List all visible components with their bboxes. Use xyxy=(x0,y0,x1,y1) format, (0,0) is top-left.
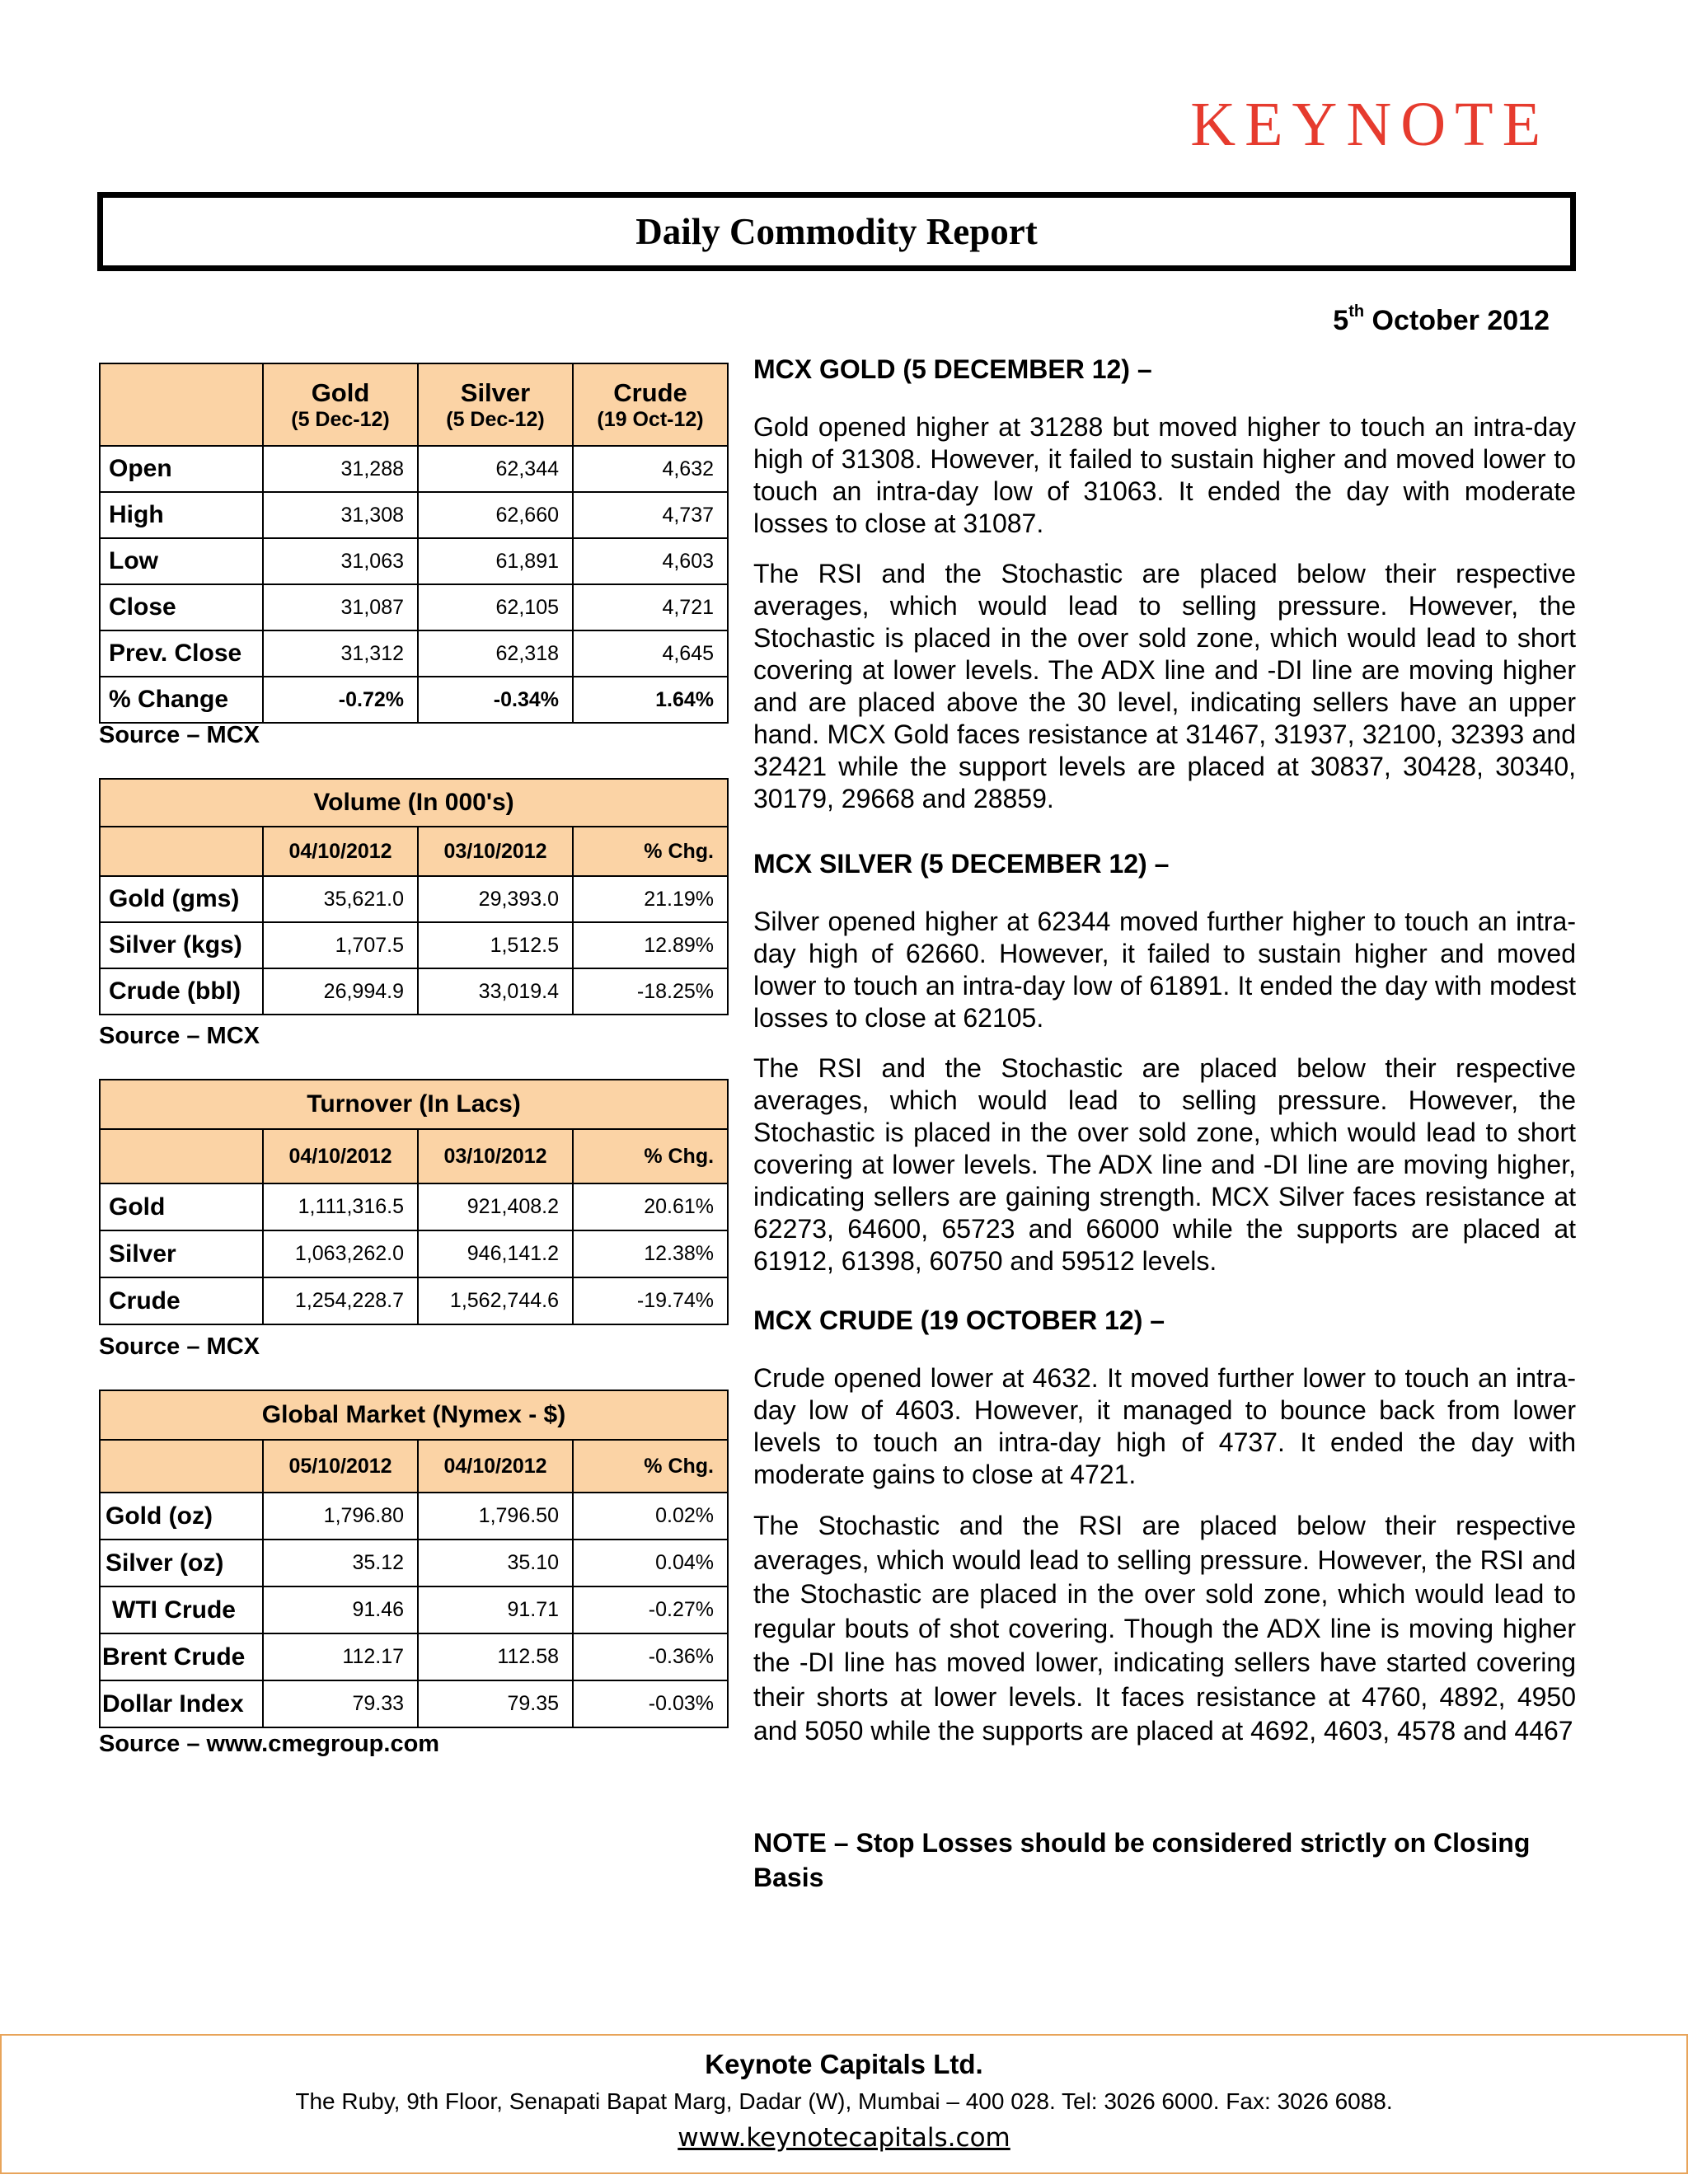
cell-value: 112.58 xyxy=(418,1633,573,1680)
column-header: 05/10/2012 xyxy=(263,1440,418,1493)
footer-company: Keynote Capitals Ltd. xyxy=(705,2049,983,2079)
table-row xyxy=(100,1586,728,1633)
cell-value: 1,796.50 xyxy=(418,1493,573,1540)
cell-value: -19.74% xyxy=(573,1277,728,1324)
turnover-table-corner xyxy=(100,1129,263,1183)
column-header: 04/10/2012 xyxy=(263,827,418,876)
cell-value: 31,087 xyxy=(263,584,418,630)
row-label: Prev. Close xyxy=(100,630,263,677)
table-row xyxy=(100,1183,728,1230)
global-market-table-title: Global Market (Nymex - $) xyxy=(100,1390,728,1440)
footer-address: The Ruby, 9th Floor, Senapati Bapat Marg, Dadar (W), Mumbai – 400 028. Tel: 3026 6000. Fax: 3026 6088. xyxy=(295,2088,1393,2114)
turnover-table xyxy=(99,1079,729,1325)
stop-loss-note: NOTE – Stop Losses should be considered strictly on Closing Basis xyxy=(753,1828,1531,1892)
row-label: Silver xyxy=(100,1230,263,1277)
price-header-silver: Silver (5 Dec-12) xyxy=(418,363,573,446)
row-label: Close xyxy=(100,584,263,630)
table-row xyxy=(100,677,728,723)
silver-paragraph-1: Silver opened higher at 62344 moved further higher to touch an intra-day high of 62660. However, it failed to sustain higher and moved lower to touch an intra-day low of 61891. It ended the day with modest losses to close at 62105. xyxy=(753,907,1576,1033)
volume-table-corner xyxy=(100,827,263,876)
crude-paragraph-2: The Stochastic and the RSI are placed below their respective averages, which would lead to selling pressure. However, the RSI and the Stochastic are placed in the over sold zone, which would lead to regular bouts of shot covering. Though the ADX line is moving higher the -DI line has moved lower, indicating sellers have started covering their shorts at lower levels. It faces resistance at 4760, 4892, 4950 and 5050 while the supports are placed at 4692, 4603, 4578 and 4467 xyxy=(753,1511,1576,1746)
cell-value: 946,141.2 xyxy=(418,1230,573,1277)
column-header: 04/10/2012 xyxy=(418,1440,573,1493)
table-row xyxy=(100,1493,728,1540)
table-row xyxy=(100,446,728,492)
cell-value: -0.34% xyxy=(418,677,573,723)
table-row xyxy=(100,876,728,922)
cell-value: 112.17 xyxy=(263,1633,418,1680)
cell-value: 31,288 xyxy=(263,446,418,492)
cell-value: -18.25% xyxy=(573,968,728,1015)
table-row xyxy=(100,1540,728,1586)
cell-value: 62,318 xyxy=(418,630,573,677)
price-table-source: Source – MCX xyxy=(99,722,260,748)
row-label: Dollar Index xyxy=(100,1680,263,1727)
cell-value: 20.61% xyxy=(573,1183,728,1230)
row-label: Crude (bbl) xyxy=(100,968,263,1015)
cell-value: 35.12 xyxy=(263,1540,418,1586)
note-section xyxy=(753,1825,1576,1895)
cell-value: 91.46 xyxy=(263,1586,418,1633)
cell-value: 31,308 xyxy=(263,492,418,538)
report-title: Daily Commodity Report xyxy=(635,211,1038,252)
silver-paragraph-2: The RSI and the Stochastic are placed below their respective averages, which would lead to selling pressure. However, the Stochastic is placed in the over sold zone, which would lead to short covering at lower levels. The ADX line and -DI line are moving higher, indicating sellers are gaining strength. MCX Silver faces resistance at 62273, 64600, 65723 and 66000 while the supports are placed at 61912, 61398, 60750 and 59512 levels. xyxy=(753,1053,1576,1276)
volume-table-source: Source – MCX xyxy=(99,1023,260,1049)
cell-value: 1,512.5 xyxy=(418,922,573,968)
row-label: High xyxy=(100,492,263,538)
row-label: Low xyxy=(100,538,263,584)
global-market-source: Source – www.cmegroup.com xyxy=(99,1731,440,1757)
cell-value: 31,063 xyxy=(263,538,418,584)
cell-value: 1,254,228.7 xyxy=(263,1277,418,1324)
gold-heading: MCX GOLD (5 DECEMBER 12) – xyxy=(753,354,1152,384)
cell-value: 26,994.9 xyxy=(263,968,418,1015)
crude-paragraph-1: Crude opened lower at 4632. It moved further lower to touch an intra-day low of 4603. However, it managed to bounce back from lower levels to touch an intra-day high of 4737. It ended the day with moderate gains to close at 4721. xyxy=(753,1363,1576,1489)
cell-value: 0.04% xyxy=(573,1540,728,1586)
gold-paragraph-1: Gold opened higher at 31288 but moved higher to touch an intra-day high of 31308. However, it failed to sustain higher and moved lower to touch an intra-day low of 31063. It ended the day with moderate losses to close at 31087. xyxy=(753,412,1576,538)
row-label: Silver (kgs) xyxy=(100,922,263,968)
row-label: Gold (oz) xyxy=(100,1493,263,1540)
report-date: 5th October 2012 xyxy=(1333,302,1550,336)
row-label: Gold xyxy=(100,1183,263,1230)
turnover-table-source: Source – MCX xyxy=(99,1333,260,1360)
column-header: 03/10/2012 xyxy=(418,827,573,876)
silver-heading: MCX SILVER (5 DECEMBER 12) – xyxy=(753,849,1170,879)
gold-section xyxy=(753,354,1576,815)
crude-section xyxy=(753,1305,1576,1749)
column-header: 04/10/2012 xyxy=(263,1129,418,1183)
gold-paragraph-2: The RSI and the Stochastic are placed below their respective averages, which would lead to selling pressure. However, the Stochastic is placed in the over sold zone, which would lead to short covering at lower levels. The ADX line and -DI line are moving higher and are placed above the 30 level, indicating sellers have an upper hand. MCX Gold faces resistance at 31467, 31937, 32100, 32393 and 32421 while the support levels are placed at 30837, 30428, 30340, 30179, 29668 and 28859. xyxy=(753,559,1576,813)
cell-value: 62,344 xyxy=(418,446,573,492)
crude-heading: MCX CRUDE (19 OCTOBER 12) – xyxy=(753,1305,1165,1335)
report-title-box xyxy=(97,192,1576,271)
cell-value: 4,603 xyxy=(573,538,728,584)
footer-website-link[interactable]: www.keynotecapitals.com xyxy=(678,2123,1010,2153)
cell-value: 79.35 xyxy=(418,1680,573,1727)
price-header-crude: Crude (19 Oct-12) xyxy=(573,363,728,446)
volume-table-title: Volume (In 000's) xyxy=(100,779,728,827)
cell-value: 35.10 xyxy=(418,1540,573,1586)
column-header: % Chg. xyxy=(573,827,728,876)
price-table-corner xyxy=(100,363,263,446)
cell-value: 61,891 xyxy=(418,538,573,584)
global-market-table-corner xyxy=(100,1440,263,1493)
global-market-table xyxy=(99,1390,729,1728)
row-label: % Change xyxy=(100,677,263,723)
cell-value: 79.33 xyxy=(263,1680,418,1727)
table-row xyxy=(100,584,728,630)
row-label: Brent Crude xyxy=(100,1633,263,1680)
table-row xyxy=(100,1633,728,1680)
table-row xyxy=(100,968,728,1015)
cell-value: 4,737 xyxy=(573,492,728,538)
row-label: Gold (gms) xyxy=(100,876,263,922)
cell-value: 21.19% xyxy=(573,876,728,922)
row-label: Silver (oz) xyxy=(100,1540,263,1586)
cell-value: 4,645 xyxy=(573,630,728,677)
cell-value: 4,721 xyxy=(573,584,728,630)
cell-value: -0.27% xyxy=(573,1586,728,1633)
cell-value: 62,660 xyxy=(418,492,573,538)
volume-table xyxy=(99,778,729,1015)
cell-value: 91.71 xyxy=(418,1586,573,1633)
column-header: % Chg. xyxy=(573,1129,728,1183)
footer xyxy=(0,2034,1688,2174)
silver-section xyxy=(753,849,1576,1277)
table-row xyxy=(100,492,728,538)
table-row xyxy=(100,1680,728,1727)
cell-value: -0.72% xyxy=(263,677,418,723)
cell-value: 1,562,744.6 xyxy=(418,1277,573,1324)
table-row xyxy=(100,630,728,677)
cell-value: 29,393.0 xyxy=(418,876,573,922)
table-row xyxy=(100,1230,728,1277)
cell-value: 33,019.4 xyxy=(418,968,573,1015)
cell-value: 4,632 xyxy=(573,446,728,492)
table-row xyxy=(100,1277,728,1324)
row-label: Open xyxy=(100,446,263,492)
table-row xyxy=(100,922,728,968)
cell-value: 921,408.2 xyxy=(418,1183,573,1230)
cell-value: 0.02% xyxy=(573,1493,728,1540)
cell-value: 1,707.5 xyxy=(263,922,418,968)
cell-value: 31,312 xyxy=(263,630,418,677)
cell-value: 1,111,316.5 xyxy=(263,1183,418,1230)
price-table xyxy=(99,363,729,724)
column-header: 03/10/2012 xyxy=(418,1129,573,1183)
table-row xyxy=(100,538,728,584)
cell-value: 35,621.0 xyxy=(263,876,418,922)
cell-value: 1,063,262.0 xyxy=(263,1230,418,1277)
price-header-gold: Gold (5 Dec-12) xyxy=(263,363,418,446)
cell-value: 12.38% xyxy=(573,1230,728,1277)
row-label: Crude xyxy=(100,1277,263,1324)
turnover-table-title: Turnover (In Lacs) xyxy=(100,1080,728,1129)
cell-value: -0.36% xyxy=(573,1633,728,1680)
column-header: % Chg. xyxy=(573,1440,728,1493)
row-label: WTI Crude xyxy=(100,1586,263,1633)
cell-value: 12.89% xyxy=(573,922,728,968)
cell-value: 1.64% xyxy=(573,677,728,723)
cell-value: -0.03% xyxy=(573,1680,728,1727)
cell-value: 62,105 xyxy=(418,584,573,630)
cell-value: 1,796.80 xyxy=(263,1493,418,1540)
keynote-logo: KEYNOTE xyxy=(1190,90,1550,159)
